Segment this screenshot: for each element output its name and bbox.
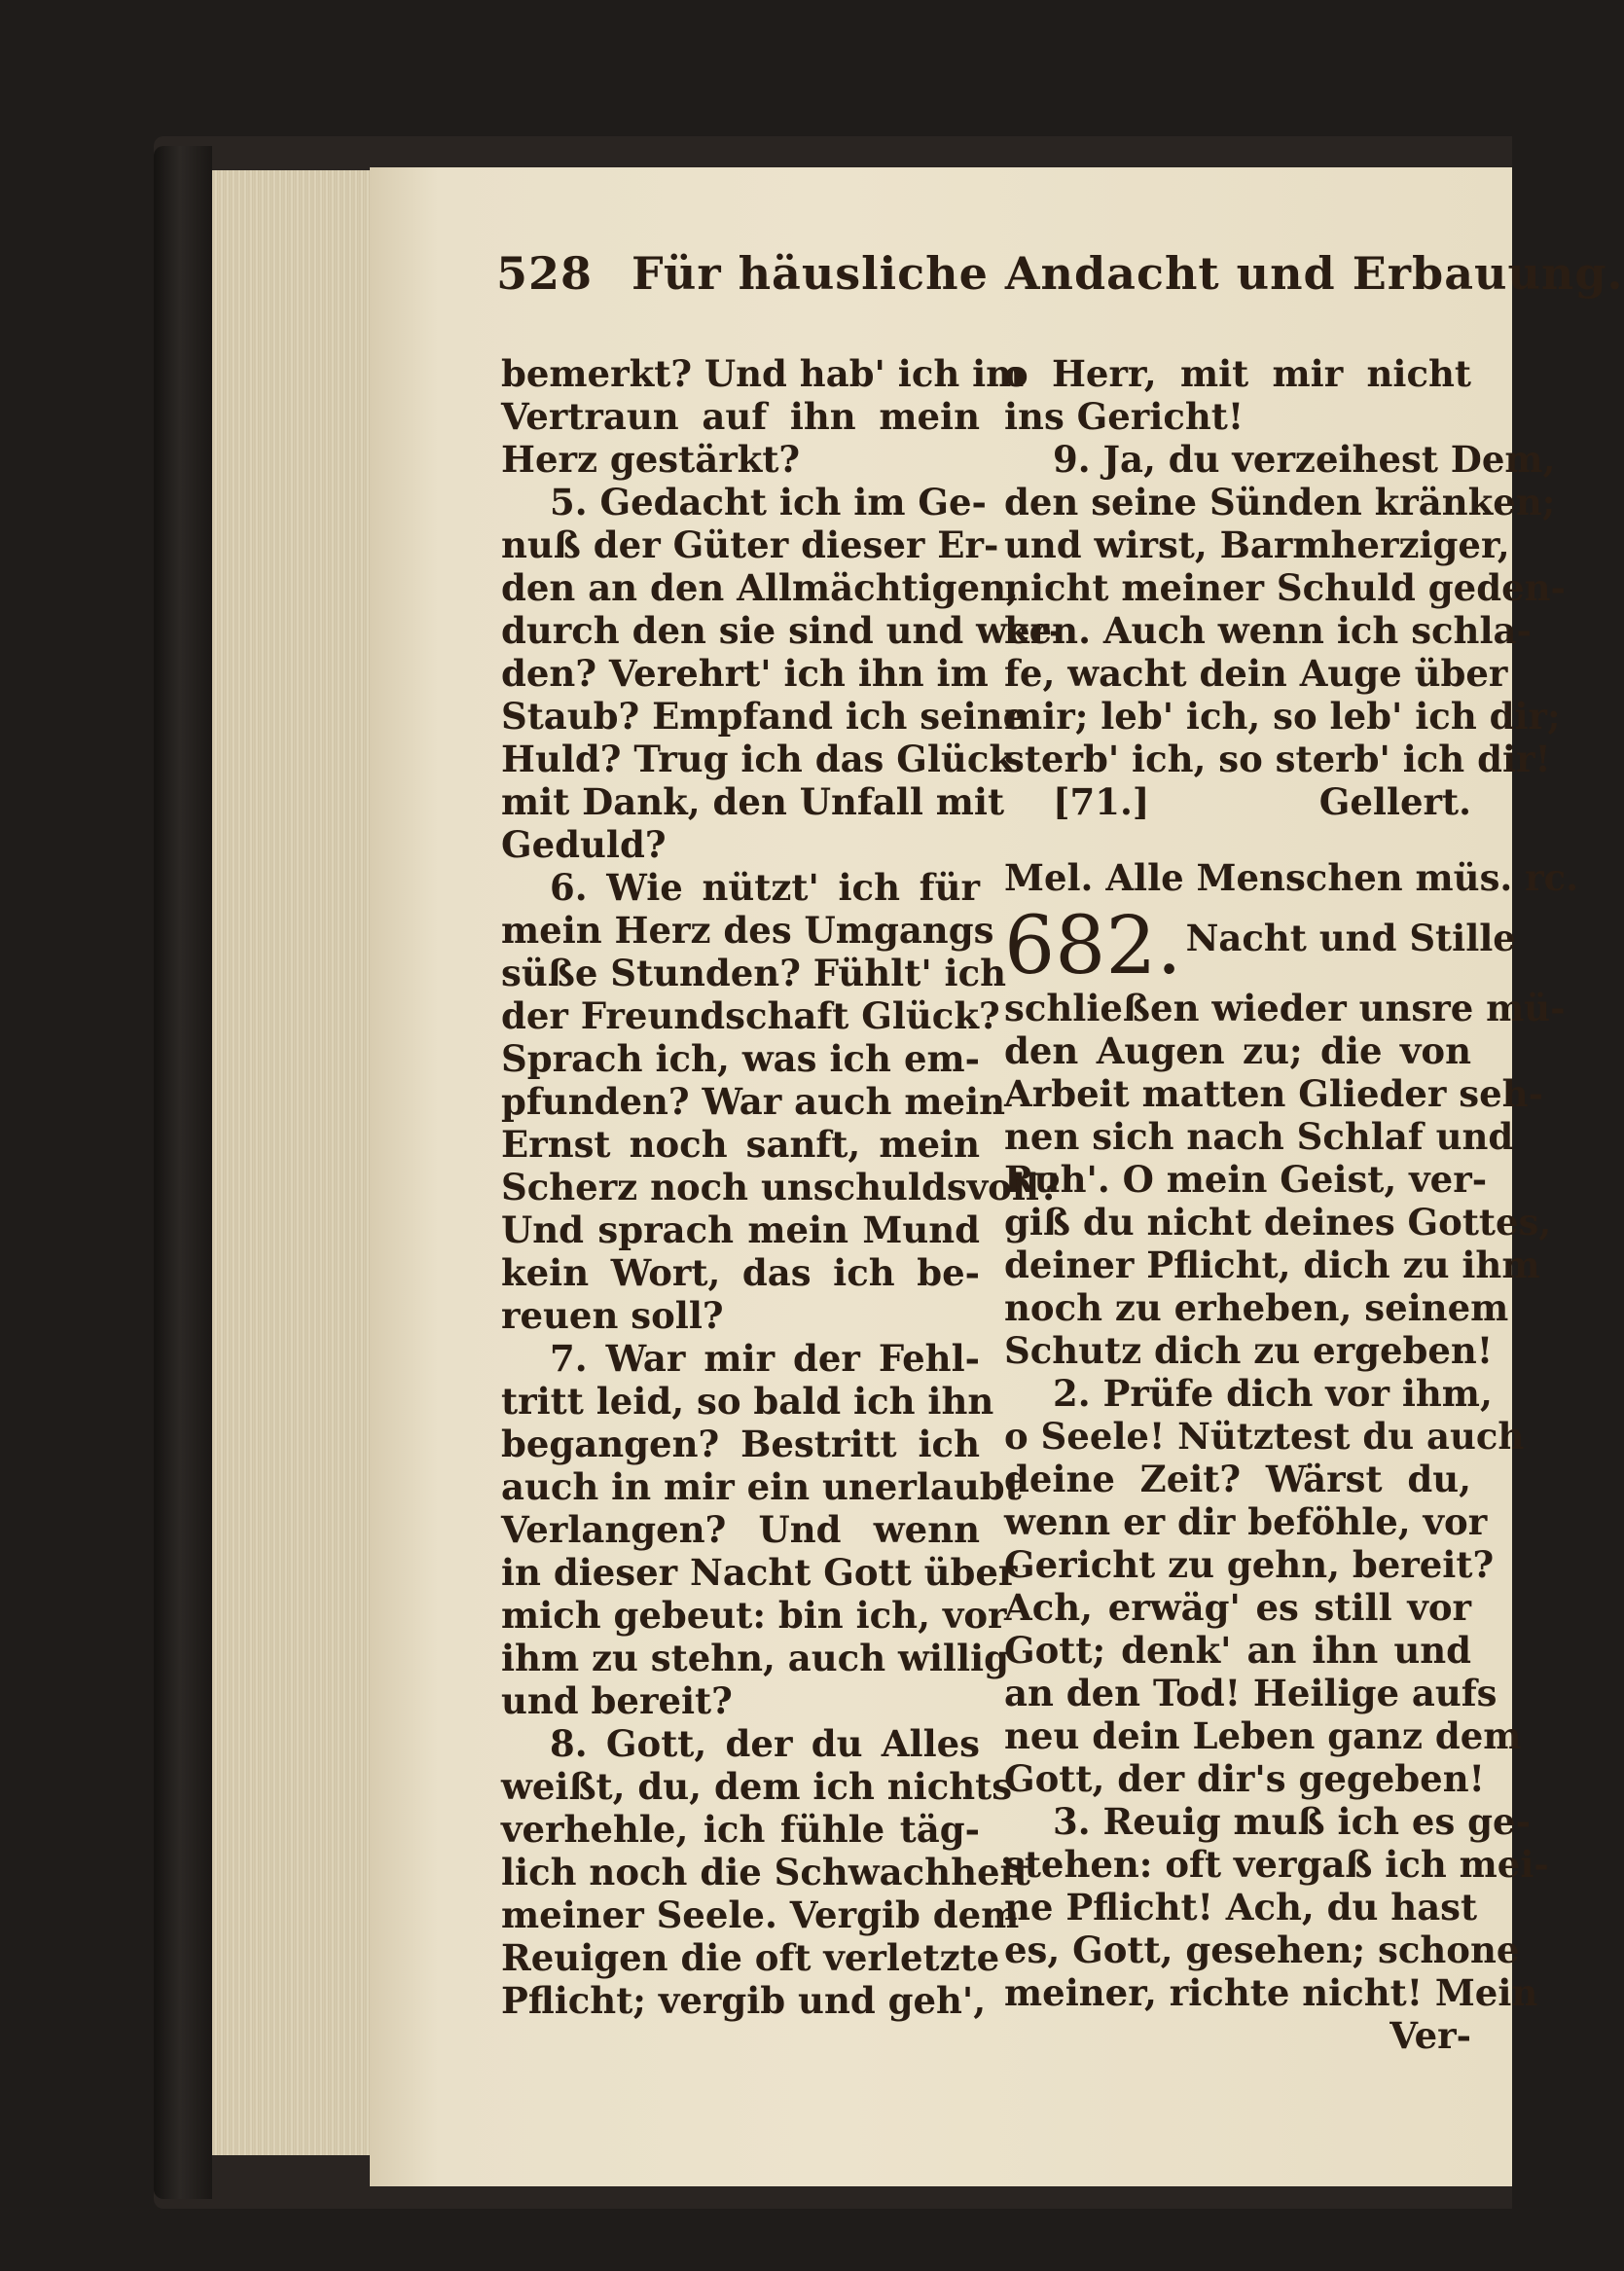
text-line: den? Verehrt' ich ihn im — [501, 652, 989, 695]
text-line: ihm zu stehn, auch willig — [501, 1637, 1009, 1679]
text-line: auch in mir ein unerlaubt — [501, 1465, 1022, 1508]
text-line: verhehle, ich fühle täg- — [501, 1808, 980, 1851]
text-line: fe, wacht dein Auge über — [1004, 652, 1508, 695]
text-line: Gericht zu gehn, bereit? — [1004, 1543, 1495, 1586]
text-line: der Freundschaft Glück? — [501, 994, 1000, 1037]
text-line: es, Gott, gesehen; schone — [1004, 1929, 1520, 1971]
text-line: Gott, der dir's gegeben! — [1004, 1757, 1485, 1800]
text-line: in dieser Nacht Gott über — [501, 1551, 1018, 1594]
text-line: 7. War mir der Fehl- — [550, 1337, 980, 1380]
text-line: Verlangen? Und wenn — [501, 1508, 980, 1551]
melody-line: Mel. Alle Menschen müs. rc. — [1004, 856, 1579, 899]
text-line: Pflicht; vergib und geh', — [501, 1979, 987, 2022]
page-header — [496, 247, 1624, 300]
text-line: den seine Sünden kränken; — [1004, 481, 1556, 523]
text-line: Arbeit matten Glieder seh- — [1004, 1072, 1543, 1115]
text-line: mein Herz des Umgangs — [501, 909, 994, 952]
text-line: Und sprach mein Mund — [501, 1208, 980, 1251]
text-line: Reuigen die oft verletzte — [501, 1936, 1000, 1979]
text-line: Vertraun auf ihn mein — [501, 395, 980, 438]
text-line: Sprach ich, was ich em- — [501, 1037, 980, 1080]
text-line: 9. Ja, du verzeihest Dem, — [1053, 438, 1556, 481]
text-line: Herz gestärkt? — [501, 438, 801, 481]
text-line: begangen? Bestritt ich — [501, 1423, 980, 1465]
text-line: nicht meiner Schuld geden- — [1004, 566, 1566, 609]
text-line: nen sich nach Schlaf und — [1004, 1115, 1514, 1158]
text-line: sterb' ich, so sterb' ich dir! — [1004, 738, 1551, 780]
text-line: noch zu erheben, seinem — [1004, 1286, 1509, 1329]
text-line: deiner Pflicht, dich zu ihm — [1004, 1244, 1540, 1286]
text-line: 2. Prüfe dich vor ihm, — [1053, 1372, 1493, 1415]
text-line: weißt, du, dem ich nichts — [501, 1765, 1013, 1808]
text-line: Staub? Empfand ich seine — [501, 695, 1027, 738]
text-line: den an den Allmächtigen, — [501, 566, 1019, 609]
text-line: meiner Seele. Vergib dem — [501, 1893, 1020, 1936]
text-line: an den Tod! Heilige aufs — [1004, 1672, 1498, 1714]
text-line: Gott; denk' an ihn und — [1004, 1629, 1471, 1672]
text-line: Ernst noch sanft, mein — [501, 1123, 980, 1166]
book-page — [370, 167, 1624, 2186]
hymn-start — [1004, 900, 1516, 992]
catchword: Ver- — [1389, 2014, 1471, 2057]
text-line: Scherz noch unschuldsvoll? — [501, 1166, 1061, 1208]
text-line: 8. Gott, der du Alles — [550, 1722, 980, 1765]
text-line: und bereit? — [501, 1679, 733, 1722]
text-line: lich noch die Schwachheit — [501, 1851, 1030, 1893]
running-title: Für häusliche Andacht und Erbauung. — [632, 247, 1624, 300]
hymn-reference: [71.] — [1053, 780, 1150, 823]
hymn-first-line: Nacht und Stille — [1185, 917, 1516, 959]
text-line: deine Zeit? Wärst du, — [1004, 1458, 1471, 1500]
text-line: schließen wieder unsre mü- — [1004, 987, 1566, 1029]
text-line: und wirst, Barmherziger, — [1004, 523, 1510, 566]
text-line: ins Gericht! — [1004, 395, 1245, 438]
text-line: pfunden? War auch mein — [501, 1080, 1005, 1123]
text-line: Geduld? — [501, 823, 667, 866]
text-line: wenn er dir beföhle, vor — [1004, 1500, 1488, 1543]
text-line: giß du nicht deines Gottes, — [1004, 1201, 1552, 1244]
text-line: o Herr, mit mir nicht — [1004, 352, 1471, 395]
text-line: 3. Reuig muß ich es ge- — [1053, 1800, 1531, 1843]
text-line: neu dein Leben ganz dem — [1004, 1714, 1522, 1757]
hymn-number: 682. — [1004, 900, 1182, 992]
text-line: Huld? Trug ich das Glück — [501, 738, 1014, 780]
text-line: Schutz dich zu ergeben! — [1004, 1329, 1494, 1372]
hymn-author: Gellert. — [1318, 780, 1471, 823]
text-line: stehen: oft vergaß ich mei- — [1004, 1843, 1549, 1886]
right-column — [1004, 352, 1579, 2057]
text-line: süße Stunden? Fühlt' ich — [501, 952, 1007, 994]
text-line: den Augen zu; die von — [1004, 1029, 1471, 1072]
page-number: 528 — [496, 247, 594, 300]
text-line: Ach, erwäg' es still vor — [1004, 1586, 1471, 1629]
text-line: o Seele! Nütztest du auch — [1004, 1415, 1525, 1458]
text-line: durch den sie sind und wer- — [501, 609, 1065, 652]
text-line: ne Pflicht! Ach, du hast — [1004, 1886, 1478, 1929]
text-line: ken. Auch wenn ich schla- — [1004, 609, 1532, 652]
text-line: mir; leb' ich, so leb' ich dir; — [1004, 695, 1561, 738]
text-line: bemerkt? Und hab' ich im — [501, 352, 1025, 395]
page-edges — [212, 170, 378, 2155]
text-line: tritt leid, so bald ich ihn — [501, 1380, 994, 1423]
text-line: reuen soll? — [501, 1294, 724, 1337]
text-line: 5. Gedacht ich im Ge- — [550, 481, 987, 523]
text-line: kein Wort, das ich be- — [501, 1251, 980, 1294]
book-spine — [154, 146, 212, 2199]
text-line: meiner, richte nicht! Mein — [1004, 1971, 1538, 2014]
hymn-attribution — [1004, 780, 1471, 823]
text-line: nuß der Güter dieser Er- — [501, 523, 999, 566]
text-line: 6. Wie nützt' ich für — [550, 866, 980, 909]
left-column — [501, 352, 1065, 2022]
text-line: mich gebeut: bin ich, vor — [501, 1594, 1007, 1637]
text-line: Ruh'. O mein Geist, ver- — [1004, 1158, 1488, 1201]
text-line: mit Dank, den Unfall mit — [501, 780, 1005, 823]
